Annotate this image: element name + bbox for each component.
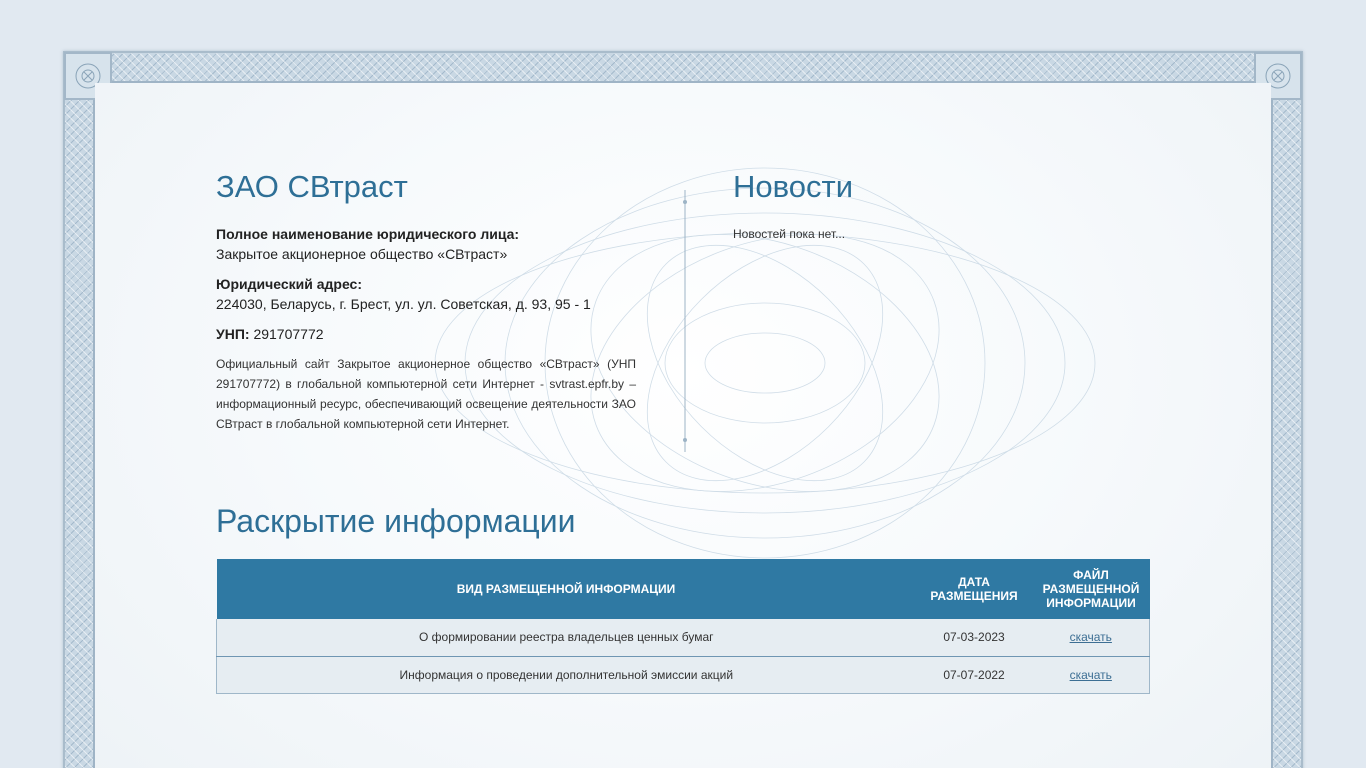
column-header-file: ФАЙЛ РАЗМЕЩЕННОЙ ИНФОРМАЦИИ [1033, 559, 1150, 619]
main-content [216, 0, 1150, 768]
news-empty-text: Новостей пока нет... [733, 227, 846, 241]
address-field [216, 274, 636, 314]
ornamental-border-left [65, 53, 95, 768]
row-info-type: Информация о проведении дополнительной эмиссии акций [217, 656, 916, 693]
news-section [733, 170, 1150, 244]
row-info-type: О формировании реестра владельцев ценных бумаг [217, 619, 916, 656]
company-info [216, 170, 636, 434]
address-label: Юридический адрес: [216, 276, 362, 292]
column-divider [683, 190, 687, 452]
row-file-cell [1033, 656, 1150, 693]
unp-value: 291707772 [253, 326, 324, 342]
disclosure-table [216, 559, 1150, 694]
table-row [217, 656, 1150, 693]
ornamental-border-right [1271, 53, 1301, 768]
unp-field [216, 324, 636, 344]
row-date: 07-07-2022 [916, 656, 1033, 693]
news-title: Новости [733, 169, 854, 204]
table-row [217, 619, 1150, 656]
full-name-value: Закрытое акционерное общество «СВтраст» [216, 246, 508, 262]
column-header-date: ДАТА РАЗМЕЩЕНИЯ [916, 559, 1033, 619]
row-date: 07-03-2023 [916, 619, 1033, 656]
full-name-label: Полное наименование юридического лица: [216, 226, 520, 242]
site-description: Официальный сайт Закрытое акционерное общество «СВтраст» (УНП 291707772) в глобальной компьютерной сети Интернет - svtrast.epfr.by – информационный ресурс, обеспечивающий освещение деятельности ЗАО СВтраст в глобальной компьютерной сети Интернет. [216, 357, 636, 431]
disclosure-title: Раскрытие информации [216, 503, 576, 539]
download-link[interactable]: скачать [1069, 667, 1112, 682]
row-file-cell [1033, 619, 1150, 656]
table-header-row [217, 559, 1150, 619]
column-header-type: ВИД РАЗМЕЩЕННОЙ ИНФОРМАЦИИ [217, 559, 916, 619]
disclosure-section [216, 503, 1150, 694]
address-value: 224030, Беларусь, г. Брест, ул. ул. Советская, д. 93, 95 - 1 [216, 296, 591, 312]
download-link[interactable]: скачать [1069, 630, 1112, 645]
unp-label: УНП: [216, 326, 250, 342]
full-name-field [216, 224, 636, 264]
company-title: ЗАО СВтраст [216, 169, 408, 204]
